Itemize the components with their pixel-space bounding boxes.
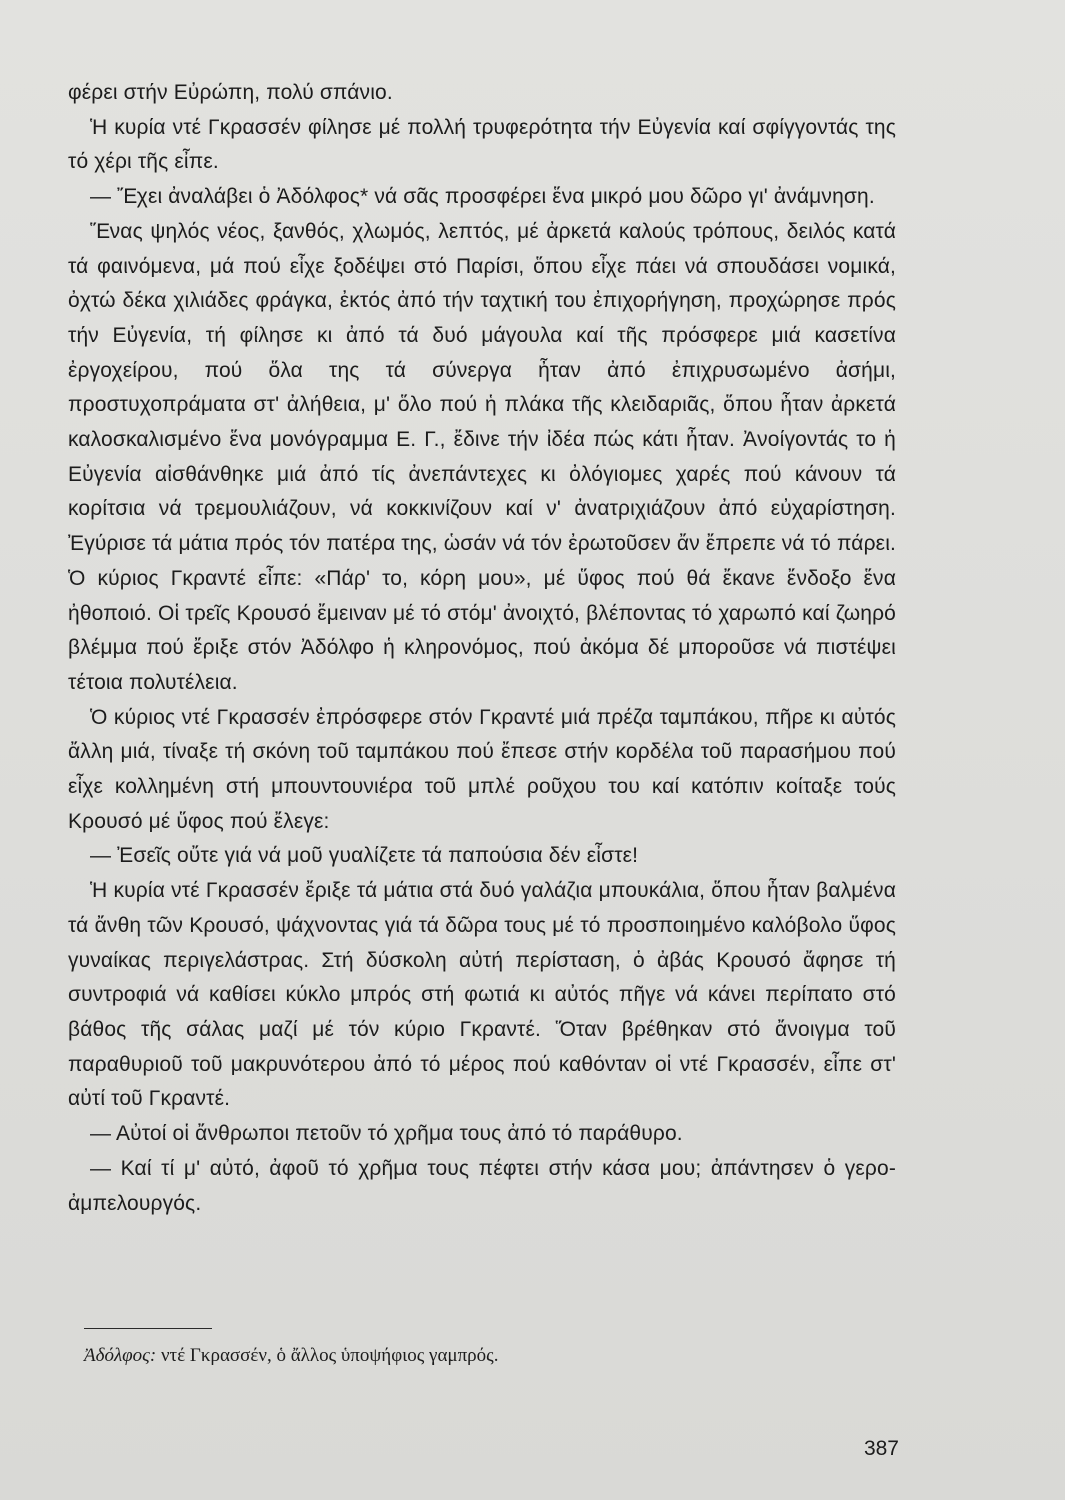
footnote [84,1343,884,1369]
body-text [68,76,896,1221]
paragraph: Ἡ κυρία ντέ Γκρασσέν φίλησε μέ πολλή τρυφερότητα τήν Εὐγενία καί σφίγγοντάς της τό χέρι τῆς εἶπε. [68,115,896,174]
paragraph: Ἡ κυρία ντέ Γκρασσέν ἔριξε τά μάτια στά δυό γαλάζια μπουκάλια, ὅπου ἦταν βαλμένα τά ἄνθη τῶν Κρουσό, ψάχνοντας γιά τά δῶρα τους μέ τό προσποιημένο καλόβολο ὕφος γυναίκας περιγελάστρας. Στή δύσκολη αὐτή περίσταση, ὁ ἀβάς Κρουσό ἄφησε τή συντροφιά νά καθίσει κύκλο μπρός στή φωτιά κι αὐτός πῆγε νά κάνει περίπατο στό βάθος τῆς σάλας μαζί μέ τόν κύριο Γκραντέ. Ὅταν βρέθηκαν στό ἄνοιγμα τοῦ παραθυριοῦ τοῦ μακρυνότερου ἀπό τό μέρος πού καθόνταν οἱ ντέ Γκρασσέν, εἶπε στ' αὐτί τοῦ Γκραντέ. [68,879,896,1111]
paragraph: φέρει στήν Εὐρώπη, πολύ σπάνιο. [68,81,393,104]
paragraph: — Αὐτοί οἱ ἄνθρωποι πετοῦν τό χρῆμα τους ἀπό τό παράθυρο. [90,1122,683,1146]
footnote-text: ντέ Γκρασσέν, ὁ ἄλλος ὑποψήφιος γαμπρός. [160,1345,499,1366]
paragraph: — Ἔχει ἀναλάβει ὁ Ἀδόλφος* νά σᾶς προσφέρει ἕνα μικρό μου δῶρο γι' ἀνάμνηση. [90,185,875,209]
footnote-term: Ἀδόλφος: [84,1345,157,1366]
paragraph: Ἕνας ψηλός νέος, ξανθός, χλωμός, λεπτός, μέ ἀρκετά καλούς τρόπους, δειλός κατά τά φαινόμενα, μά πού εἶχε ξοδέψει στό Παρίσι, ὅπου εἶχε πάει νά σπουδάσει νομικά, ὀχτώ δέκα χιλιάδες φράγκα, ἐκτός ἀπό τήν ταχτική του ἐπιχορήγηση, προχώρησε πρός τήν Εὐγενία, τή φίλησε κι ἀπό τά δυό μάγουλα καί τῆς πρόσφερε μιά κασετίνα ἐργοχείρου, πού ὅλα της τά σύνεργα ἦταν ἀπό ἐπιχρυσωμένο ἀσήμι, προστυχοπράματα στ' ἀλήθεια, μ' ὅλο πού ἡ πλάκα τῆς κλειδαριᾶς, ὅπου ἦταν ἀρκετά καλοσκαλισμένο ἕνα μονόγραμμα Ε. Γ., ἔδινε τήν ἰδέα πώς κάτι ἦταν. Ἀνοίγοντάς το ἡ Εὐγενία αἰσθάνθηκε μιά ἀπό τίς ἀνεπάντεχες κι ὀλόγιομες χαρές πού κάνουν τά κορίτσια νά τρεμουλιάζουν, νά κοκκινίζουν καί ν' ἀνατριχιάζουν ἀπό εὐχαρίστηση. Ἐγύρισε τά μάτια πρός τόν πατέρα της, ὡσάν νά τόν ἐρωτοῦσεν ἄν ἔπρεπε νά τό πάρει. Ὁ κύριος Γκραντέ εἶπε: «Πάρ' το, κόρη μου», μέ ὕφος πού θά ἔκανε ἔνδοξο ἕνα ἠθοποιό. Οἱ τρεῖς Κρουσό ἔμειναν μέ τό στόμ' ἀνοιχτό, βλέποντας τό χαρωπό καί ζωηρό βλέμμα πού ἔριξε στόν Ἀδόλφο ἡ κληρονόμος, πού ἀκόμα δέ μποροῦσε νά πιστέψει τέτοια πολυτέλεια. [68,219,896,694]
paragraph: — Ἐσεῖς οὔτε γιά νά μοῦ γυαλίζετε τά παπούσια δέν εἶστε! [90,844,639,868]
page-number: 387 [863,1437,899,1460]
paragraph: Ὁ κύριος ντέ Γκρασσέν ἐπρόσφερε στόν Γκραντέ μιά πρέζα ταμπάκου, πῆρε κι αὐτός ἄλλη μιά, τίναξε τή σκόνη τοῦ ταμπάκου πού ἔπεσε στήν κορδέλα τοῦ παρασήμου πού εἶχε κολλημένη στή μπουντουνιέρα τοῦ μπλέ ροῦχου του καί κατόπιν κοίταξε τούς Κρουσό μέ ὕφος πού ἔλεγε: [68,705,896,833]
paragraph: — Καί τί μ' αὐτό, ἀφοῦ τό χρῆμα τους πέφτει στήν κάσα μου; ἀπάντησεν ὁ γερο-ἀμπελουργός. [68,1156,896,1215]
footnote-divider [84,1328,212,1329]
